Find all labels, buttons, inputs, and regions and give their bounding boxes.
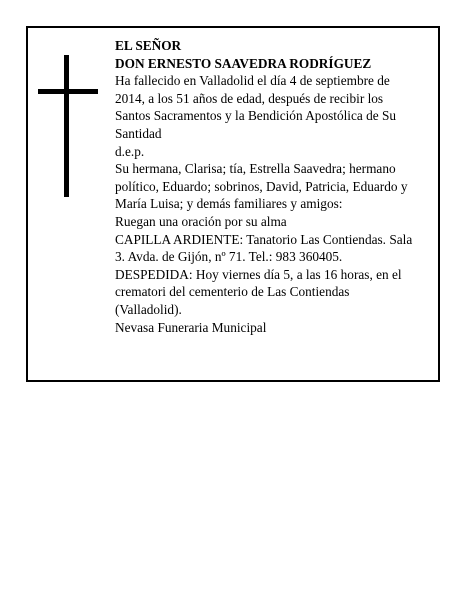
cross-vertical-bar (64, 55, 69, 197)
deceased-name: DON ERNESTO SAAVEDRA RODRÍGUEZ (115, 55, 372, 71)
farewell-details: DESPEDIDA: Hoy viernes día 5, a las 16 horas, en el crematori del cementerio de Las Contiendas (Valladolid). (115, 266, 402, 317)
rest-in-peace: d.e.p. (115, 143, 145, 159)
cross-horizontal-bar (38, 89, 98, 94)
obituary-text (115, 37, 415, 336)
funeral-home: Nevasa Funeraria Municipal (115, 319, 267, 335)
prayer-request: Ruegan una oración por su alma (115, 213, 287, 229)
heading-title: EL SEÑOR (115, 38, 182, 53)
death-announcement: Ha fallecido en Valladolid el día 4 de septiembre de 2014, a los 51 años de edad, después de recibir los Santos Sacramentos y la Bendición Apostólica de Su Santidad (115, 73, 397, 141)
family-members: Su hermana, Clarisa; tía, Estrella Saavedra; hermano político, Eduardo; sobrinos, David, Patricia, Eduardo y María Luisa; y demás familiares y amigos: (115, 161, 408, 212)
wake-location: CAPILLA ARDIENTE: Tanatorio Las Contiendas. Sala 3. Avda. de Gijón, nº 71. Tel.: 983 360405. (115, 231, 413, 265)
cross-icon (38, 55, 98, 197)
